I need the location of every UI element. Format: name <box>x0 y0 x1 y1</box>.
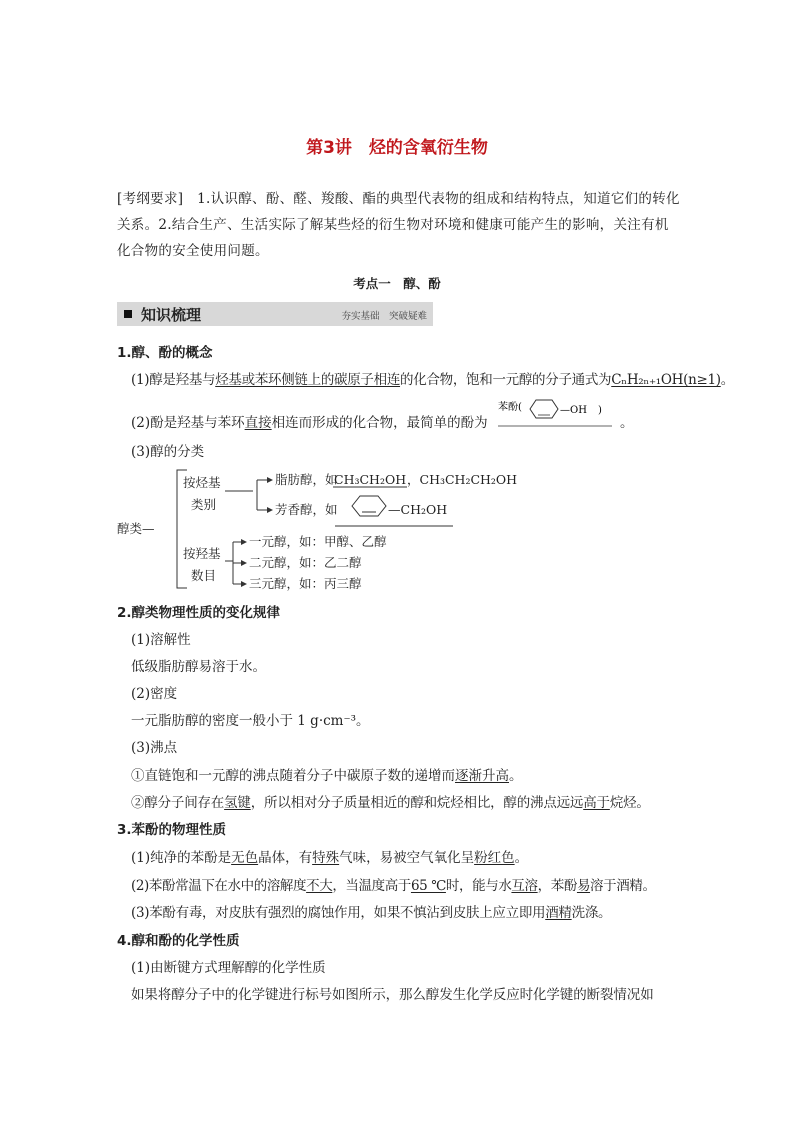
text: 。 <box>514 850 529 866</box>
phenol-property-1 <box>131 848 528 868</box>
text: 溶于酒精。 <box>590 878 656 894</box>
alcohol-classification-tree <box>115 466 535 596</box>
text: 烷烃。 <box>609 795 650 811</box>
answer-blank: 不大 <box>306 878 333 894</box>
tree-branch-1-line1: 按烃基 <box>183 475 221 490</box>
text: 晶体，有 <box>258 850 313 866</box>
kaodian-heading: 考点一 醇、酚 <box>353 276 441 291</box>
dihydric-alcohol: 二元醇，如：乙二醇 <box>249 555 362 570</box>
monohydric-alcohol: 一元醇，如：甲醇、乙醇 <box>249 534 387 549</box>
text: (1)纯净的苯酚是 <box>131 850 232 866</box>
text: ，所以相对分子质量相近的醇和烷烃相比，醇的沸点远远 <box>250 795 584 811</box>
classification-heading: (3)醇的分类 <box>131 444 205 460</box>
tree-root: 醇类— <box>117 521 155 536</box>
section-3-heading: 3.苯酚的物理性质 <box>117 822 227 838</box>
answer-blank: 酒精 <box>545 905 572 921</box>
text: ，当温度高于 <box>332 878 411 894</box>
text: 洗涤。 <box>571 905 612 921</box>
phenol-property-2 <box>131 876 656 896</box>
text: (2)苯酚常温下在水中的溶解度 <box>131 878 307 894</box>
answer-blank: 逐渐升高 <box>455 768 509 784</box>
aromatic-alcohol-label: 芳香醇，如 <box>275 502 338 517</box>
square-bullet-icon <box>124 310 132 318</box>
answer-blank: 65 ℃ <box>410 878 446 894</box>
answer-blank: 氢键 <box>224 795 251 811</box>
tree-branch-1-line2: 类别 <box>191 497 217 512</box>
tree-branch-2-line2: 数目 <box>191 568 217 583</box>
text: 的化合物，饱和一元醇的分子通式为 <box>400 372 612 388</box>
banner-title: 知识梳理 <box>141 306 202 324</box>
text: 。 <box>720 372 734 388</box>
phenol-definition <box>131 413 488 433</box>
requirements-text: 1.认识醇、酚、醛、羧酸、酯的典型代表物的组成和结构特点，知道它们的转化关系。2.结合生产、生活实际了解某些烃的衍生物对环境和健康可能产生的影响，关注有机化合物的安全使用问题。 <box>117 191 680 259</box>
section-2-heading: 2.醇类物理性质的变化规律 <box>117 605 281 621</box>
requirements-tag: [考纲要求] <box>117 191 184 207</box>
boiling-point-rule-1 <box>131 766 523 786</box>
trihydric-alcohol: 三元醇，如：丙三醇 <box>249 576 362 591</box>
fatty-alcohol-example-1: CH₃CH₂OH <box>334 472 407 487</box>
solubility-text: 低级脂肪醇易溶于水。 <box>131 659 266 675</box>
text: (3)苯酚有毒，对皮肤有强烈的腐蚀作用，如果不慎沾到皮肤上应立即用 <box>131 905 546 921</box>
text: ②醇分子间存在 <box>131 795 225 811</box>
period: 。 <box>620 415 634 431</box>
phenol-property-3 <box>131 903 611 923</box>
density-text: 一元脂肪醇的密度一般小于 1 g·cm⁻³。 <box>131 713 370 729</box>
chemical-property-text: 如果将醇分子中的化学键进行标号如图所示，那么醇发生化学反应时化学键的断裂情况如 <box>131 987 654 1003</box>
text: 时，能与水 <box>445 878 512 894</box>
section-1-heading: 1.醇、酚的概念 <box>117 345 213 361</box>
text: 气味，易被空气氧化呈 <box>339 850 475 866</box>
answer-blank: 烃基或苯环侧链上的碳原子相连 <box>215 372 401 388</box>
text: (2)酚是羟基与苯环 <box>131 415 245 431</box>
answer-blank: 易 <box>576 878 591 894</box>
answer-blank: 特殊 <box>312 850 340 866</box>
solubility-heading: (1)溶解性 <box>131 632 191 648</box>
general-formula: CₙH₂ₙ₊₁OH(n≥1) <box>611 372 721 388</box>
phenol-oh: —OH <box>560 405 587 416</box>
answer-blank: 无色 <box>231 850 259 866</box>
fatty-alcohol-label: 脂肪醇，如 <box>275 472 338 487</box>
knowledge-banner <box>117 302 433 326</box>
chemical-property-heading: (1)由断键方式理解醇的化学性质 <box>131 960 326 976</box>
page-title: 第3讲 烃的含氧衍生物 <box>306 138 488 158</box>
tree-branch-2-line1: 按羟基 <box>183 546 221 561</box>
alcohol-definition <box>131 370 734 390</box>
section-4-heading: 4.醇和酚的化学性质 <box>117 933 240 949</box>
exam-requirements <box>117 186 682 264</box>
density-heading: (2)密度 <box>131 686 178 702</box>
fatty-alcohol-example-2: ，CH₃CH₂CH₂OH <box>407 472 518 487</box>
text: 相连而形成的化合物，最简单的酚为 <box>271 415 488 431</box>
phenol-structure <box>498 396 618 430</box>
banner-subtitle: 夯实基础 突破疑难 <box>341 311 427 322</box>
answer-blank: 直接 <box>244 415 272 431</box>
text: ①直链饱和一元醇的沸点随着分子中碳原子数的递增而 <box>131 768 455 784</box>
text: 。 <box>509 768 523 784</box>
phenol-close: ) <box>598 405 602 416</box>
answer-blank: 高于 <box>583 795 610 811</box>
aromatic-alcohol-group: —CH₂OH <box>388 502 448 517</box>
boiling-point-heading: (3)沸点 <box>131 740 178 756</box>
phenol-label: 苯酚( <box>498 402 522 413</box>
text: ，苯酚 <box>537 878 577 894</box>
answer-blank: 粉红色 <box>474 850 515 866</box>
text: (1)醇是羟基与 <box>131 372 216 388</box>
boiling-point-rule-2 <box>131 793 650 813</box>
answer-blank: 互溶 <box>511 878 538 894</box>
